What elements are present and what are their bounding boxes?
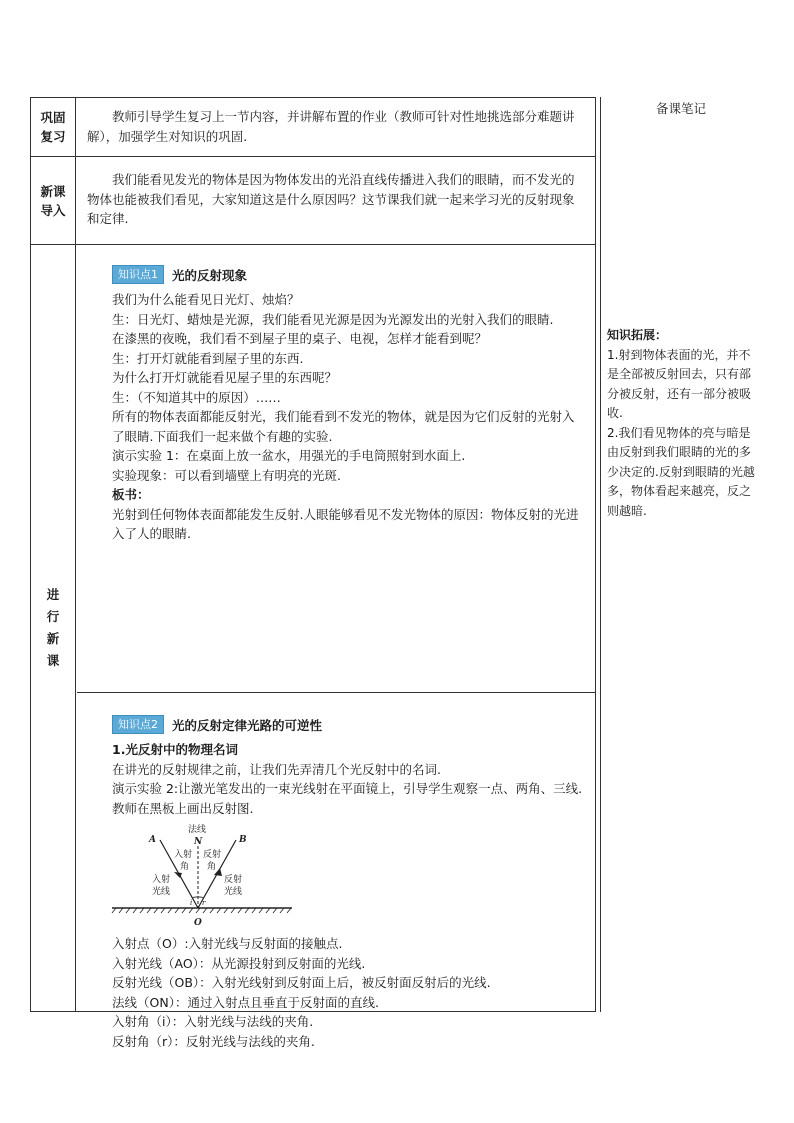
kp2-def-3: 反射光线（OB）：入射光线射到反射面上后，被反射面反射后的光线.: [112, 975, 491, 990]
kp1-line-7: 所有的物体表面都能反射光，我们能看到不发光的物体，就是因为它们反射的光射入了眼睛.下面我们一起来做个有趣的实验.: [112, 409, 575, 444]
review-label: 巩固复习: [40, 110, 66, 144]
side-notes-title: 知识拓展：: [607, 328, 668, 342]
kp2-badge: 知识点2: [112, 715, 164, 734]
kp1-line-9: 实验现象：可以看到墙壁上有明亮的光斑.: [112, 467, 341, 483]
side-notes-header: 备课笔记: [655, 101, 706, 116]
intro-label: 新课导入: [40, 183, 66, 218]
kp2-def-2: 入射光线（AO）：从光源投射到反射面的光线.: [112, 955, 366, 971]
lesson-row: [31, 245, 595, 1049]
diagram-reflection-angle-2: 角: [207, 862, 217, 872]
reflection-arc: [198, 897, 204, 898]
side-notes-text-1: 1.射到物体表面的光，并不是全部被反射回去，只有部分被反射，还有一部分被吸收.: [607, 347, 752, 420]
diagram-n: N: [194, 837, 203, 847]
reflection-diagram-svg: [108, 822, 308, 928]
intro-content: [77, 157, 595, 244]
intro-label-cell: [31, 157, 76, 244]
diagram-incident-ray-2: 光线: [152, 887, 171, 897]
diagram-incidence-angle-1: 入射: [174, 850, 193, 860]
diagram-i: i: [190, 899, 193, 907]
side-notes-body: [607, 326, 759, 521]
review-content: [77, 98, 595, 156]
kp2-line-1: 在讲光的反射规律之前，让我们先弄清几个光反射中的名词.: [112, 761, 441, 777]
lesson-label: 进行新课: [46, 587, 60, 668]
intro-row: [31, 157, 595, 245]
lesson-table: [30, 97, 596, 1049]
diagram-reflected-ray-2: 光线: [224, 887, 243, 897]
side-notes-column: [600, 97, 760, 1012]
diagram-incident-ray-1: 入射: [152, 875, 171, 885]
kp2-sub-heading: 1.光反射中的物理名词: [112, 742, 238, 757]
reflection-diagram: [108, 822, 308, 928]
diagram-a: A: [149, 835, 156, 845]
kp2-def-1: 入射点（O）:入射光线与反射面的接触点.: [112, 936, 343, 951]
kp1-line-8: 演示实验 1：在桌面上放一盆水，用强光的手电筒照射到水面上.: [112, 448, 466, 463]
kp1-board-label: 板书：: [112, 487, 150, 502]
kp2-title: 光的反射定律光路的可逆性: [172, 717, 323, 733]
review-text: 教师引导学生复习上一节内容，并讲解布置的作业（教师可针对性地挑选部分难题讲解），加强学生对知识的巩固.: [87, 109, 575, 144]
kp1-line-3: 在漆黑的夜晚，我们看不到屋子里的桌子、电视，怎样才能看到呢？: [112, 331, 488, 346]
diagram-normal-label: 法线: [188, 825, 207, 835]
review-row: [31, 98, 595, 157]
kp1-board-text: 光射到任何物体表面都能发生反射.人眼能够看见不发光物体的原因：物体反射的光进入了人的眼睛.: [112, 506, 579, 541]
kp1-section: [77, 265, 595, 595]
kp2-def-4: 法线（ON）：通过入射点且垂直于反射面的直线.: [112, 994, 379, 1010]
kp1-line-6: 生：（不知道其中的原因）……: [112, 389, 281, 405]
kp1-badge: 知识点1: [112, 265, 164, 284]
diagram-o: O: [194, 918, 202, 928]
kp1-line-4: 生：打开灯就能看到屋子里的东西.: [112, 350, 304, 366]
intro-text: 我们能看见发光的物体是因为物体发出的光沿直线传播进入我们的眼睛，而不发光的物体也能被我们看见，大家知道这是什么原因吗？这节课我们就一起来学习光的反射现象和定律.: [87, 172, 575, 226]
lesson-label-cell: [31, 245, 76, 1011]
kp1-header: [112, 265, 585, 284]
kp2-section: [77, 715, 595, 1049]
side-notes-text-2: 2.我们看见物体的亮与暗是由反射到我们眼睛的光的多少决定的.反射到眼睛的光越多，物体看起来越亮，反之则越暗.: [607, 425, 755, 518]
incidence-arc: [192, 897, 198, 898]
kp1-line-2: 生：日光灯、蜡烛是光源，我们能看见光源是因为光源发出的光射入我们的眼睛.: [112, 311, 554, 327]
kp2-def-5: 入射角（i）：入射光线与法线的夹角.: [112, 1014, 314, 1029]
diagram-r: r: [202, 899, 206, 907]
review-label-cell: [31, 98, 76, 156]
diagram-incidence-angle-2: 角: [180, 862, 190, 872]
kp-divider: [77, 692, 595, 693]
kp1-line-5: 为什么打开灯就能看见屋子里的东西呢？: [112, 370, 338, 385]
diagram-reflected-ray-1: 反射: [224, 875, 243, 885]
kp1-title: 光的反射现象: [172, 267, 248, 283]
kp2-header: [112, 715, 585, 734]
diagram-reflection-angle-1: 反射: [203, 850, 222, 860]
kp2-line-2: 演示实验 2:让激光笔发出的一束光线射在平面镜上，引导学生观察一点、两角、三线.教师在黑板上画出反射图.: [112, 781, 583, 816]
kp1-line-1: 我们为什么能看见日光灯、烛焰？: [112, 292, 300, 307]
diagram-b: B: [239, 835, 247, 845]
kp2-def-6: 反射角（r）：反射光线与法线的夹角.: [112, 1033, 315, 1049]
